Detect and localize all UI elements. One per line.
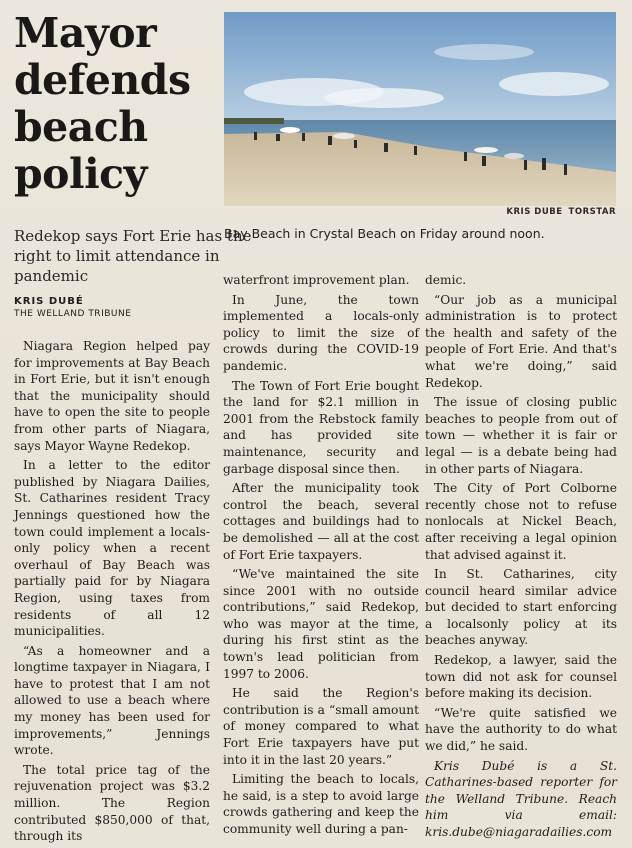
article-column-2 <box>223 272 419 841</box>
paragraph: “We're quite satisfied we have the authority to do what we did,” he said. <box>425 705 617 754</box>
paragraph: The Town of Fort Erie bought the land for $2.1 million in 2001 from the Rebstock family and has provided site maintenance, security and garbage disposal since then. <box>223 378 419 476</box>
photo-credit <box>500 207 616 217</box>
paragraph: “We've maintained the site since 2001 with no outside contributions,” said Redekop, who was mayor at the time, during his first stint as the town's lead politician from 1997 to 2006. <box>223 567 419 681</box>
paragraph: The City of Port Colborne recently chose not to refuse nonlocals at Nickel Beach, after receiving a legal opinion that advised against it. <box>425 481 617 562</box>
paragraph: “As a homeowner and a longtime taxpayer in Niagara, I have to protest that I am not allowed to use a beach where my money has been used for improvements,” Jennings wrote. <box>14 643 210 758</box>
paragraph: “Our job as a municipal administration is to protect the health and safety of the people of Fort Erie. And that's what we're doing,” said Redekop. <box>425 292 617 390</box>
headline-line: defends <box>14 56 191 104</box>
deck: Redekop says Fort Erie has the right to limit attendance in pandemic <box>14 227 252 285</box>
paragraph: Limiting the beach to locals, he said, is a step to avoid large crowds gathering and keep the community well during a pan- <box>223 772 419 836</box>
photo-caption: Bay Beach in Crystal Beach on Friday around noon. <box>224 226 545 241</box>
headline <box>14 10 209 198</box>
paragraph: He said the Region's contribution is a “small amount of money compared to what Fort Erie taxpayers have put into it in the last 20 years.” <box>223 686 419 767</box>
beach-photo <box>224 12 616 206</box>
byline-author: KRIS DUBÉ <box>14 296 84 307</box>
article-column-1 <box>14 338 210 848</box>
photo-credit-name: KRIS DUBE <box>506 207 563 217</box>
article-column-3 <box>425 272 617 844</box>
headline-line: beach <box>14 103 148 151</box>
paragraph: The total price tag of the rejuvenation project was $3.2 million. The Region contributed $850,000 of that, through its <box>14 762 210 844</box>
paragraph: The issue of closing public beaches to people from out of town — whether it is fair or legal — is a debate being had in other parts of Niagara. <box>425 395 617 476</box>
paragraph: waterfront improvement plan. <box>223 273 410 287</box>
byline-outlet: THE WELLAND TRIBUNE <box>14 309 132 319</box>
paragraph: demic. <box>425 273 467 287</box>
paragraph: In June, the town implemented a locals-only policy to limit the size of crowds during the COVID-19 pandemic. <box>223 292 419 373</box>
paragraph: In St. Catharines, city council heard similar advice but decided to start enforcing a localsonly policy at its beaches anyway. <box>425 567 617 648</box>
headline-line: policy <box>14 150 147 198</box>
beach-photo-illustration <box>224 12 616 206</box>
paragraph: In a letter to the editor published by Niagara Dailies, St. Catharines resident Tracy Jennings questioned how the town could implement a locals-only policy when a recent overhaul of Bay Beach was partially paid for by Niagara Region, using taxes from residents of all 12 municipalities. <box>14 458 210 639</box>
photo-credit-org: TORSTAR <box>568 207 616 217</box>
byline <box>14 296 254 319</box>
paragraph: Niagara Region helped pay for improvements at Bay Beach in Fort Erie, but it isn't enough that the municipality should have to open the site to people from other parts of Niagara, says Mayor Wayne Redekop. <box>14 339 210 453</box>
author-bio: Kris Dubé is a St. Catharines-based reporter for the Welland Tribune. Reach him via email: kris.dube@niagaradailies.com <box>425 758 617 839</box>
paragraph: After the municipality took control the beach, several cottages and buildings had to be demolished — all at the cost of Fort Erie taxpayers. <box>223 481 419 562</box>
paragraph: Redekop, a lawyer, said the town did not ask for counsel before making its decision. <box>425 653 617 701</box>
headline-line: Mayor <box>14 9 157 57</box>
